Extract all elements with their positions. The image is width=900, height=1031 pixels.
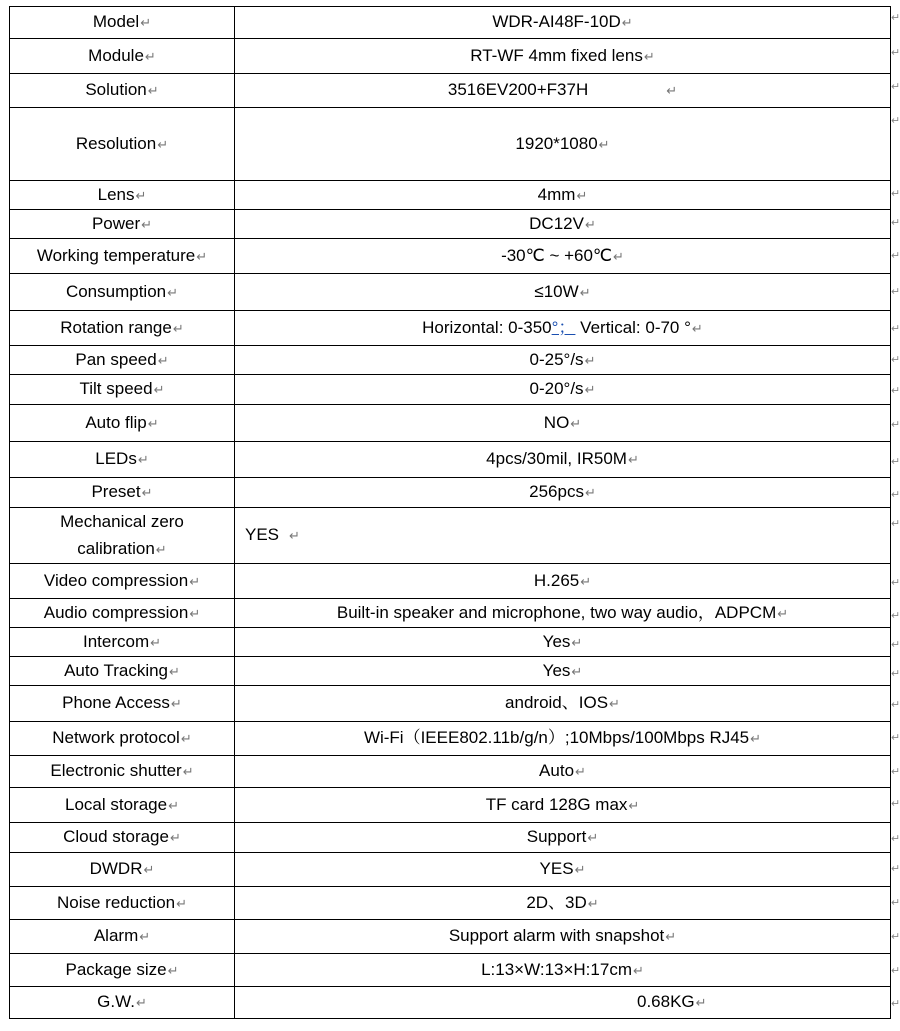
table-row	[10, 375, 891, 405]
spec-table	[9, 6, 891, 1019]
spec-label: G.W.↵	[10, 987, 235, 1019]
spec-value: Horizontal: 0-350°； Vertical: 0-70 °↵	[235, 311, 891, 346]
row-end-mark: ↵	[891, 610, 900, 622]
table-row	[10, 657, 891, 686]
spec-label: Pan speed↵	[10, 346, 235, 375]
table-row	[10, 628, 891, 657]
table-row	[10, 239, 891, 274]
spec-label: Auto Tracking↵	[10, 657, 235, 686]
spec-label: Preset↵	[10, 478, 235, 508]
row-end-mark: ↵	[891, 668, 900, 680]
spec-label: Audio compression↵	[10, 599, 235, 628]
table-row	[10, 108, 891, 181]
spec-value: Auto↵	[235, 756, 891, 788]
row-end-mark: ↵	[891, 833, 900, 845]
spec-label: LEDs↵	[10, 442, 235, 478]
spec-label: Consumption↵	[10, 274, 235, 311]
table-row	[10, 853, 891, 887]
row-end-mark: ↵	[891, 47, 900, 59]
spec-label: Intercom↵	[10, 628, 235, 657]
spec-label: Tilt speed↵	[10, 375, 235, 405]
degree-link[interactable]: °；	[551, 317, 576, 337]
row-end-mark: ↵	[891, 965, 900, 977]
table-row	[10, 181, 891, 210]
spec-value: 256pcs↵	[235, 478, 891, 508]
spec-label: Solution↵	[10, 74, 235, 108]
table-row	[10, 478, 891, 508]
spec-label: Package size↵	[10, 954, 235, 987]
spec-value: ≤10W↵	[235, 274, 891, 311]
spec-label: Noise reduction↵	[10, 887, 235, 920]
spec-label: Network protocol↵	[10, 722, 235, 756]
spec-value: android、IOS↵	[235, 686, 891, 722]
table-row	[10, 274, 891, 311]
row-end-mark: ↵	[891, 81, 900, 93]
row-end-mark: ↵	[891, 699, 900, 711]
spec-value: L:13×W:13×H:17cm↵	[235, 954, 891, 987]
spec-value: -30℃ ~ +60℃↵	[235, 239, 891, 274]
row-end-mark: ↵	[891, 489, 900, 501]
spec-value: 2D、3D↵	[235, 887, 891, 920]
spec-value: 4mm↵	[235, 181, 891, 210]
table-row	[10, 405, 891, 442]
spec-value: NO↵	[235, 405, 891, 442]
spec-label: Lens↵	[10, 181, 235, 210]
row-end-mark: ↵	[891, 419, 900, 431]
table-row	[10, 788, 891, 823]
spec-label: Mechanical zero calibration↵	[10, 508, 235, 564]
table-row	[10, 920, 891, 954]
table-row	[10, 686, 891, 722]
spec-value: Yes↵	[235, 657, 891, 686]
spec-value: 0-20°/s↵	[235, 375, 891, 405]
row-end-mark: ↵	[891, 577, 900, 589]
row-end-mark: ↵	[891, 115, 900, 127]
table-row	[10, 564, 891, 599]
row-end-mark: ↵	[891, 12, 900, 24]
table-row	[10, 346, 891, 375]
spec-value: RT-WF 4mm fixed lens↵	[235, 39, 891, 74]
spec-label: Model↵	[10, 7, 235, 39]
row-end-mark: ↵	[891, 188, 900, 200]
table-row	[10, 987, 891, 1019]
spec-value: 4pcs/30mil, IR50M↵	[235, 442, 891, 478]
row-end-mark: ↵	[891, 639, 900, 651]
spec-value: Built-in speaker and microphone, two way audio，ADPCM↵	[235, 599, 891, 628]
spec-value: 3516EV200+F37H ↵	[235, 74, 891, 108]
spec-label: Alarm↵	[10, 920, 235, 954]
row-end-mark: ↵	[891, 217, 900, 229]
spec-label: Power↵	[10, 210, 235, 239]
spec-label: Electronic shutter↵	[10, 756, 235, 788]
table-row	[10, 599, 891, 628]
row-end-mark: ↵	[891, 456, 900, 468]
table-row	[10, 74, 891, 108]
table-row	[10, 508, 891, 564]
spec-label: Video compression↵	[10, 564, 235, 599]
spec-label: Working temperature↵	[10, 239, 235, 274]
table-row	[10, 954, 891, 987]
table-row	[10, 311, 891, 346]
table-row	[10, 756, 891, 788]
row-end-mark: ↵	[891, 250, 900, 262]
row-end-mark: ↵	[891, 323, 900, 335]
row-end-mark: ↵	[891, 863, 900, 875]
row-end-mark: ↵	[891, 931, 900, 943]
spec-label: Local storage↵	[10, 788, 235, 823]
row-end-mark: ↵	[891, 798, 900, 810]
table-row	[10, 823, 891, 853]
spec-value: 0.68KG↵	[235, 987, 891, 1019]
spec-label: DWDR↵	[10, 853, 235, 887]
row-end-mark: ↵	[891, 354, 900, 366]
spec-value: Wi-Fi（IEEE802.11b/g/n）;10Mbps/100Mbps RJ45↵	[235, 722, 891, 756]
spec-label: Cloud storage↵	[10, 823, 235, 853]
spec-label: Rotation range↵	[10, 311, 235, 346]
row-end-mark: ↵	[891, 897, 900, 909]
table-row	[10, 722, 891, 756]
spec-value: WDR-AI48F-10D↵	[235, 7, 891, 39]
table-row	[10, 39, 891, 74]
spec-value: Yes↵	[235, 628, 891, 657]
spec-label: Phone Access↵	[10, 686, 235, 722]
spec-label: Resolution↵	[10, 108, 235, 181]
table-row	[10, 887, 891, 920]
spec-value: H.265↵	[235, 564, 891, 599]
spec-value: YES ↵	[235, 508, 891, 564]
table-row	[10, 442, 891, 478]
spec-value: 1920*1080↵	[235, 108, 891, 181]
spec-value: TF card 128G max↵	[235, 788, 891, 823]
row-end-mark: ↵	[891, 766, 900, 778]
row-end-mark: ↵	[891, 286, 900, 298]
spec-value: 0-25°/s↵	[235, 346, 891, 375]
table-row	[10, 210, 891, 239]
row-end-mark: ↵	[891, 518, 900, 530]
spec-value: DC12V↵	[235, 210, 891, 239]
spec-value: Support alarm with snapshot↵	[235, 920, 891, 954]
row-end-mark: ↵	[891, 385, 900, 397]
spec-label: Module↵	[10, 39, 235, 74]
table-row	[10, 7, 891, 39]
row-end-mark: ↵	[891, 998, 900, 1010]
spec-label: Auto flip↵	[10, 405, 235, 442]
row-end-mark: ↵	[891, 732, 900, 744]
spec-value: YES↵	[235, 853, 891, 887]
spec-value: Support↵	[235, 823, 891, 853]
